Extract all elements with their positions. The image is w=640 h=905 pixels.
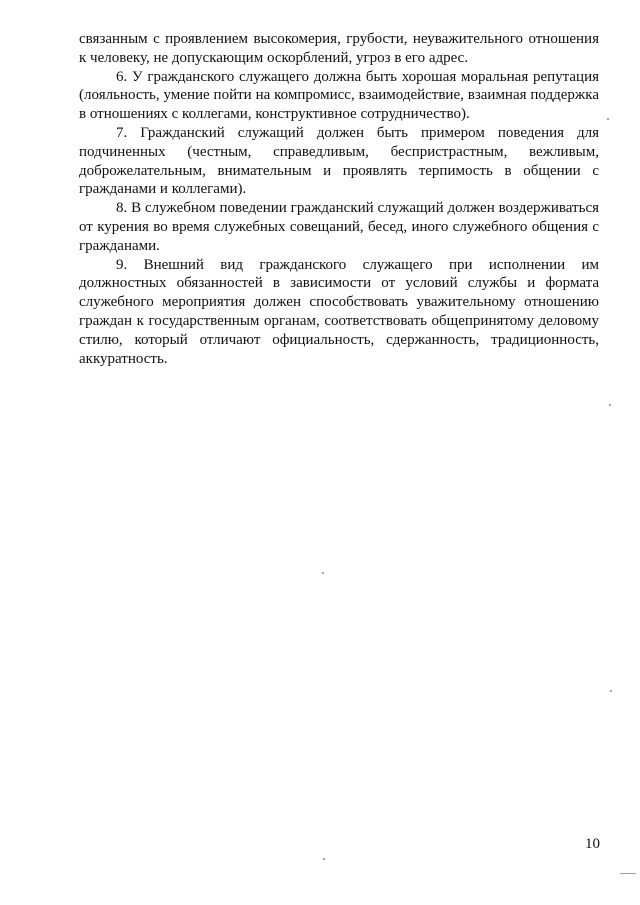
scan-speck [610, 690, 612, 692]
scan-speck [607, 118, 609, 120]
scan-smudge [620, 873, 636, 874]
scan-speck [322, 572, 324, 574]
paragraph-continuation: связанным с проявлением высокомерия, грубости, неуважительного отношения к человеку, не допускающим оскорблений, угроз в его адрес. [79, 31, 599, 66]
paragraph-6-moral-reputation: 6. У гражданского служащего должна быть хорошая моральная репутация (лояльность, умение пойти на компромисс, взаимодействие, взаимная поддержка в отношениях с коллегами, конструктивное сотрудничество). [79, 68, 599, 123]
scan-speck [609, 404, 611, 406]
page-number: 10 [585, 836, 600, 852]
paragraph-9-appearance: 9. Внешний вид гражданского служащего при исполнении им должностных обязанностей в зависимости от условий службы и формата служебного мероприятия должен способствовать уважительному отношению граждан к государственным органам, соответствовать общепринятому деловому стилю, который отличают официальность, сдержанность, традиционность, аккуратность. [79, 256, 599, 367]
paragraph-7-example-behavior: 7. Гражданский служащий должен быть примером поведения для подчиненных (честным, справедливым, беспристрастным, вежливым, доброжелательным, внимательным и проявлять терпимость в общении с гражданами и коллегами). [79, 124, 599, 198]
document-body [79, 30, 599, 368]
scan-speck [323, 858, 325, 860]
paragraph-8-no-smoking: 8. В служебном поведении гражданский служащий должен воздерживаться от курения во время служебных совещаний, бесед, иного служебного общения с гражданами. [79, 200, 599, 254]
